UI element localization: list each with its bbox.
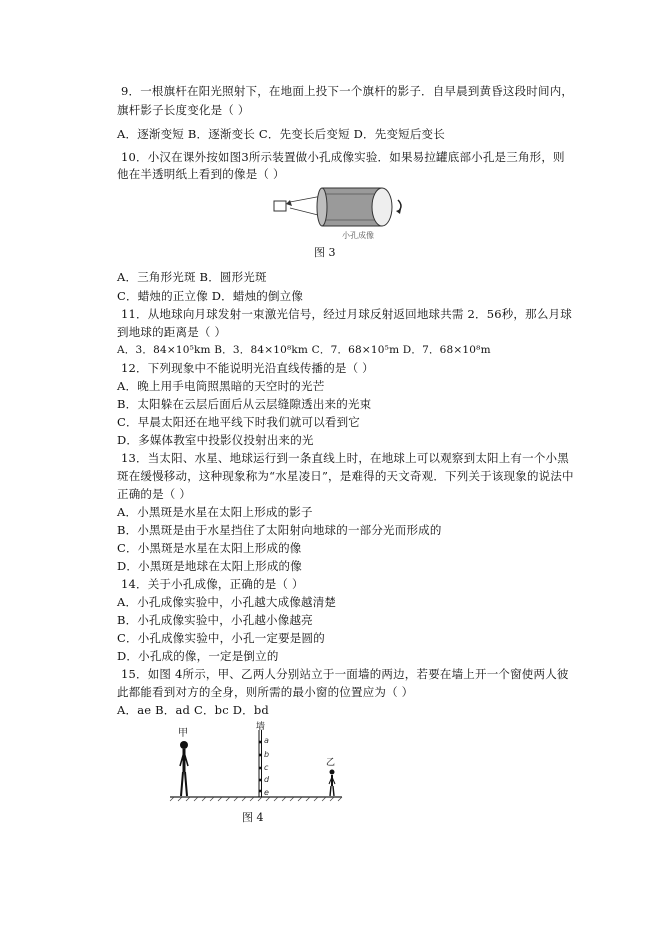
label-point-e: e: [264, 788, 269, 797]
q13-stem-line3: 正确的是（ ）: [117, 487, 192, 501]
wall-point-a: [259, 741, 262, 744]
label-jia: 甲: [178, 728, 188, 739]
q14-option-c: C．小孔成像实验中，小孔一定要是圆的: [117, 631, 325, 645]
q10-options-line1: A．三角形光斑 B．圆形光斑: [117, 270, 267, 284]
q13-stem-line2: 斑在缓慢移动，这种现象称为“水星凌日”，是难得的天文奇观．下列关于该现象的说法中: [117, 469, 574, 483]
q13-option-a: A．小黑斑是水星在太阳上形成的影子: [117, 505, 313, 519]
q12-stem: 12．下列现象中不能说明光沿直线传播的是（ ）: [121, 361, 374, 375]
figure-4-wall-diagram: [166, 720, 346, 802]
label-point-c: c: [264, 763, 269, 772]
q14-stem: 14．关于小孔成像，正确的是（ ）: [121, 577, 304, 591]
can-bottom-pinhole: [317, 188, 327, 226]
q14-option-b: B．小孔成像实验中，小孔越小像越亮: [117, 613, 313, 627]
q11-options: A．3．84×10⁵km B．3．84×10⁸km C．7．68×10⁵m D．7．68×10⁸m: [117, 344, 491, 356]
figure-4-caption: 图 4: [242, 811, 264, 824]
wall-point-e: [259, 790, 262, 793]
person-yi: [329, 770, 335, 797]
q12-option-a: A．晚上用手电筒照黑暗的天空时的光芒: [117, 379, 325, 393]
q9-stem-line2: 旗杆影子长度变化是（ ）: [117, 103, 250, 117]
q15-stem-line1: 15．如图 4所示，甲、乙两人分别站立于一面墙的两边，若要在墙上开一个窗使两人彼: [121, 667, 569, 681]
label-wall: 墙: [256, 722, 266, 732]
translucent-paper-screen: [372, 188, 392, 226]
q11-stem-line1: 11．从地球向月球发射一束激光信号，经过月球反射返回地球共需 2．56秒，那么月球: [121, 307, 572, 321]
q12-option-b: B．太阳躲在云层后面后从云层缝隙透出来的光束: [117, 397, 372, 411]
label-point-d: d: [264, 775, 270, 784]
label-point-a: a: [264, 736, 269, 745]
candle: [274, 201, 286, 211]
q14-option-d: D．小孔成的像，一定是倒立的: [117, 649, 279, 663]
q13-option-d: D．小黑斑是地球在太阳上形成的像: [117, 559, 302, 573]
q9-options: A．逐渐变短 B．逐渐变长 C．先变长后变短 D．先变短后变长: [117, 127, 445, 141]
label-yi: 乙: [326, 758, 336, 768]
figure-3-caption: 图 3: [314, 246, 336, 259]
q10-stem-line2: 他在半透明纸上看到的像是（ ）: [117, 167, 285, 181]
person-jia: [180, 741, 188, 796]
q15-stem-line2: 此都能看到对方的全身，则所需的最小窗的位置应为（ ）: [117, 685, 414, 699]
figure-3-inner-label: 小孔成像: [342, 231, 374, 240]
q9-stem-line1: 9．一根旗杆在阳光照射下，在地面上投下一个旗杆的影子．自早晨到黄昏这段时间内，: [121, 84, 574, 98]
wall-point-c: [259, 767, 262, 770]
q14-option-a: A．小孔成像实验中，小孔越大成像越清楚: [117, 595, 337, 609]
q12-option-c: C．早晨太阳还在地平线下时我们就可以看到它: [117, 415, 360, 429]
q11-stem-line2: 到地球的距离是（ ）: [117, 325, 227, 339]
wall-point-d: [259, 779, 262, 782]
q10-stem-line1: 10．小汉在课外按如图3所示装置做小孔成像实验．如果易拉罐底部小孔是三角形，则: [121, 150, 565, 164]
q10-options-line2: C．蜡烛的正立像 D．蜡烛的倒立像: [117, 289, 304, 303]
label-point-b: b: [264, 750, 270, 759]
wall-point-b: [259, 754, 262, 757]
q13-stem-line1: 13．当太阳、水星、地球运行到一条直线上时，在地球上可以观察到太阳上有一个小黑: [121, 451, 569, 465]
q15-options: A．ae B．ad C．bc D．bd: [117, 703, 269, 717]
candle-flame: [286, 200, 292, 206]
q13-option-c: C．小黑斑是水星在太阳上形成的像: [117, 541, 302, 555]
q13-option-b: B．小黑斑是由于水星挡住了太阳射向地球的一部分光而形成的: [117, 523, 442, 537]
figure-3-pinhole-camera: [268, 182, 418, 244]
q12-option-d: D．多媒体教室中投影仪投射出来的光: [117, 433, 314, 447]
